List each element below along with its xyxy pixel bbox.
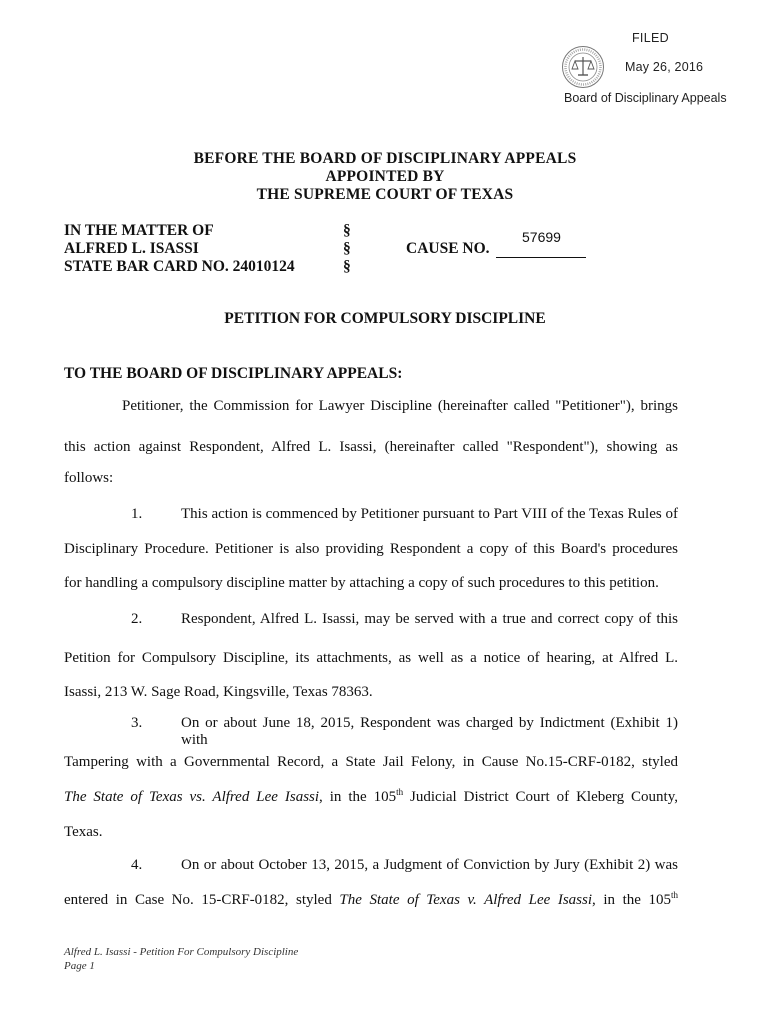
text-fragment: , in the 105 [592,892,671,908]
section-mark: § [343,258,351,275]
text-fragment: Judicial District Court of Kleberg County, [403,789,678,805]
paragraph-3-number: 3. [131,715,143,731]
paragraph-2-line-3: Isassi, 213 W. Sage Road, Kingsville, Texas 78363. [64,684,373,700]
case-style: The State of Texas v. Alfred Lee Isassi [339,892,593,908]
ordinal-suffix: th [670,890,678,900]
paragraph-3-line-2: Tampering with a Governmental Record, a State Jail Felony, in Cause No.15-CRF-0182, styled [64,754,678,770]
paragraph-2-line-1: Respondent, Alfred L. Isassi, may be served with a true and correct copy of this [181,611,678,627]
section-mark: § [343,222,351,239]
caption-respondent-name: ALFRED L. ISASSI [64,240,199,257]
paragraph-4-number: 4. [131,857,143,873]
paragraph-4-line-2 [64,892,678,909]
intro-line-3: follows: [64,470,114,486]
cause-number-value: 57699 [522,229,561,245]
intro-line-2: this action against Respondent, Alfred L. Isassi, (hereinafter called "Respondent"), showing as [64,439,678,455]
paragraph-1-line-2: Disciplinary Procedure. Petitioner is also providing Respondent a copy of this Board's procedures [64,541,678,557]
salutation: TO THE BOARD OF DISCIPLINARY APPEALS: [64,365,403,382]
court-heading-line-2: APPOINTED BY [325,168,445,185]
stamp-date: May 26, 2016 [625,60,704,74]
text-fragment: , in the 105 [319,789,397,805]
footer-page-number: Page 1 [64,960,95,972]
intro-line-1: Petitioner, the Commission for Lawyer Discipline (hereinafter called "Petitioner"), brings [122,398,678,414]
paragraph-1-number: 1. [131,506,143,522]
stamp-board-name: Board of Disciplinary Appeals [564,91,727,105]
ordinal-suffix: th [396,787,404,797]
paragraph-3-line-1: On or about June 18, 2015, Respondent was charged by Indictment (Exhibit 1) with [181,715,678,748]
paragraph-4-line-1: On or about October 13, 2015, a Judgment of Conviction by Jury (Exhibit 2) was [181,857,678,873]
caption-bar-card: STATE BAR CARD NO. 24010124 [64,258,295,275]
court-seal-icon [561,45,605,89]
footer-document-title: Alfred L. Isassi - Petition For Compulsory Discipline [64,946,299,958]
text-fragment: entered in Case No. 15-CRF-0182, styled [64,892,340,908]
cause-number-underline [496,257,586,258]
section-mark: § [343,240,351,257]
document-title: PETITION FOR COMPULSORY DISCIPLINE [224,310,546,327]
paragraph-3-line-3 [64,789,678,806]
caption-matter: IN THE MATTER OF [64,222,214,239]
court-heading-line-1: BEFORE THE BOARD OF DISCIPLINARY APPEALS [193,150,577,167]
case-style: The State of Texas vs. Alfred Lee Isassi [64,789,320,805]
paragraph-1-line-1: This action is commenced by Petitioner pursuant to Part VIII of the Texas Rules of [181,506,678,522]
paragraph-2-line-2: Petition for Compulsory Discipline, its attachments, as well as a notice of hearing, at Alfred L. [64,650,678,666]
paragraph-3-line-4: Texas. [64,824,103,840]
cause-number-label: CAUSE NO. [406,240,490,257]
court-heading-line-3: THE SUPREME COURT OF TEXAS [256,186,514,203]
paragraph-1-line-3: for handling a compulsory discipline matter by attaching a copy of such procedures to this petition. [64,575,659,591]
paragraph-2-number: 2. [131,611,143,627]
stamp-filed-label: FILED [632,31,669,45]
